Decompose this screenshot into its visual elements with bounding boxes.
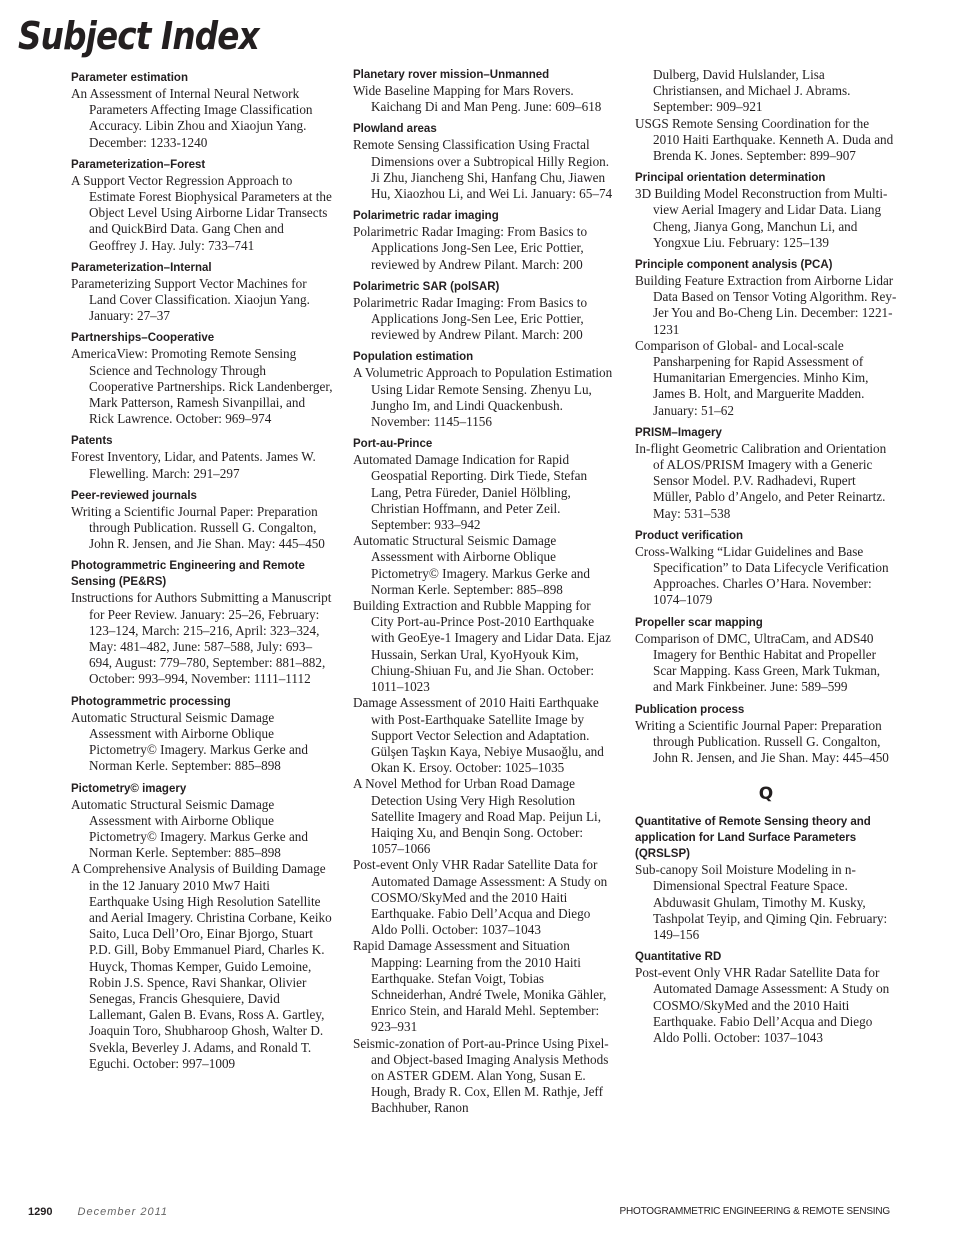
index-heading: Photogrammetric processing xyxy=(71,695,231,708)
page-title: Subject Index xyxy=(18,14,259,58)
index-section xyxy=(353,436,615,1116)
index-section xyxy=(71,781,333,1072)
index-section xyxy=(71,70,333,151)
index-entry: In-flight Geometric Calibration and Orientation of ALOS/PRISM Imagery with a Generic Sensor Model. P.V. Radhadevi, Rupert Müller, Pablo d’Angelo, and Peter Reinartz. May: 531–538 xyxy=(635,440,887,521)
index-heading: Patents xyxy=(71,435,113,448)
index-heading: Principal orientation determination xyxy=(635,172,826,185)
index-heading: Photogrammetric Engineering and Remote Sensing (PE&RS) xyxy=(71,560,305,589)
index-heading: Port-au-Prince xyxy=(353,438,433,451)
index-entry: Comparison of DMC, UltraCam, and ADS40 Imagery for Benthic Habitat and Propeller Scar Mapping. Kass Green, Mark Tukman, and Mark Finkbeiner. June: 589–599 xyxy=(635,630,881,695)
index-entry: Automatic Structural Seismic Damage Assessment with Airborne Oblique Pictometry© Imagery. Markus Gerke and Norman Kerle. September: 885–898 xyxy=(71,709,308,774)
index-column-3 xyxy=(635,67,897,1052)
index-heading: Pictometry© imagery xyxy=(71,782,187,795)
index-entry: Instructions for Authors Submitting a Manuscript for Peer Review. January: 25–26, February: 123–124, March: 215–216, April: 323–324, May: 481–482, June: 587–588, July: 693–694, August: 779–780, September: 881–882, October: 993–994, November: 1111–1112 xyxy=(71,590,332,687)
index-entry: A Comprehensive Analysis of Building Damage in the 12 January 2010 Mw7 Haiti Earthquake Using High Resolution Satellite and Aerial Imagery. Christina Corbane, Keiko Saito, Luca Dell’Oro, Einar Bjorgo, Stuart P.D. Gill, Boby Emmanuel Piard, Charles K. Huyck, Thomas Kemper, Guido Lemoine, Robin J.S. Spence, Ravi Shankar, Olivier Senegas, Francis Ghesquiere, David Lallemant, Galen B. Evans, Ross A. Gartley, Joaquin Toro, Shubharoop Ghosh, Walter D. Svekla, Beverley J. Adams, and Ronald T. Eguchi. October: 997–1009 xyxy=(71,861,332,1071)
index-entry: Building Extraction and Rubble Mapping for City Port-au-Prince Post-2010 Earthquake with GeoEye-1 Imagery and Lidar Data. Ejaz Hussain, Serkan Ural, KyoHyouk Kim, Chiung-Shiuan Fu, and Jie Shan. October: 1011–1023 xyxy=(353,598,611,695)
index-entry: A Support Vector Regression Approach to Estimate Forest Biophysical Parameters at the Object Level Using Airborne Lidar Transects and QuickBird Data. Gang Chen and Geoffrey J. Hay. July: 733–741 xyxy=(71,172,332,253)
index-entry: 3D Building Model Reconstruction from Multi-view Aerial Imagery and Lidar Data. Liang Cheng, Jianya Gong, Manchun Li, and Yongxue Liu. February: 125–139 xyxy=(635,186,888,250)
index-section xyxy=(353,279,615,344)
index-entry: Automated Damage Indication for Rapid Geospatial Reporting. Dirk Tiede, Stefan Lang, Petra Füreder, Daniel Hölbling, Christian Hoffmann, and Peter Zeil. September: 933–942 xyxy=(353,452,588,533)
page-number: 1290 xyxy=(28,1206,53,1218)
index-column-1 xyxy=(71,70,333,1078)
index-entry: A Volumetric Approach to Population Estimation Using Lidar Remote Sensing. Zhenyu Lu, Jungho Im, and Lindi Quackenbush. November: 1145–1156 xyxy=(353,365,613,430)
index-entry: USGS Remote Sensing Coordination for the 2010 Haiti Earthquake. Kenneth A. Duda and Brenda K. Jones. September: 899–907 xyxy=(635,115,894,164)
index-entry: Building Feature Extraction from Airborne Lidar Data Based on Tensor Voting Algorithm. Rey-Jer You and Bo-Cheng Lin. December: 1221-1231 xyxy=(635,273,897,337)
index-heading: Propeller scar mapping xyxy=(635,616,763,629)
index-section xyxy=(353,349,615,430)
journal-name: PHOTOGRAMMETRIC ENGINEERING & REMOTE SENSING xyxy=(619,1206,890,1217)
index-heading: Publication process xyxy=(635,703,745,716)
index-heading: Population estimation xyxy=(353,351,474,364)
index-entry: Post-event Only VHR Radar Satellite Data for Automated Damage Assessment: A Study on COSMO/SkyMed and the 2010 Haiti Earthquake. Fabio Dell’Acqua and Diego Aldo Polli. October: 1037–1043 xyxy=(635,965,890,1045)
index-entry: Post-event Only VHR Radar Satellite Data for Automated Damage Assessment: A Study on COSMO/SkyMed and the 2010 Haiti Earthquake. Fabio Dell’Acqua and Diego Aldo Polli. October: 1037–1043 xyxy=(353,857,608,938)
index-entry: A Novel Method for Urban Road Damage Detection Using Very High Resolution Satellite Imagery and Road Map. Peijun Li, Haiqing Xu, and Benqin Song. October: 1057–1066 xyxy=(353,776,601,857)
index-heading: Parameterization–Internal xyxy=(71,261,212,274)
index-heading: Polarimetric SAR (polSAR) xyxy=(353,280,500,293)
index-heading: Quantitative of Remote Sensing theory and application for Land Surface Parameters (QRSLSP) xyxy=(635,816,871,861)
index-entry: Forest Inventory, Lidar, and Patents. James W. Flewelling. March: 291–297 xyxy=(71,449,316,481)
index-entry: Damage Assessment of 2010 Haiti Earthquake with Post-Earthquake Satellite Image by Support Vector Selection and Adaptation. Gülşen Taşkın Kaya, Nebiye Musaoğlu, and Okan K. Ersoy. October: 1025–1035 xyxy=(353,695,604,776)
index-section xyxy=(353,208,615,273)
issue-date: December 2011 xyxy=(77,1206,168,1218)
index-entry: Remote Sensing Classification Using Fractal Dimensions over a Subtropical Hilly Region. Ji Zhu, Jiancheng Shi, Hanfang Chu, Jiawen Hu, Xiaozhou Li, and Wei Li. January: 65–74 xyxy=(353,137,613,202)
index-entry: Automatic Structural Seismic Damage Assessment with Airborne Oblique Pictometry© Imagery. Markus Gerke and Norman Kerle. September: 885–898 xyxy=(353,533,590,597)
index-entry: Writing a Scientific Journal Paper: Preparation through Publication. Russell G. Congalton, John R. Jensen, and Jie Shan. May: 445–450 xyxy=(71,503,325,552)
index-section xyxy=(71,433,333,481)
index-heading: Polarimetric radar imaging xyxy=(353,210,499,223)
index-section xyxy=(635,702,897,767)
index-heading: PRISM–Imagery xyxy=(635,426,722,439)
index-entry: Polarimetric Radar Imaging: From Basics to Applications Jong-Sen Lee, Eric Pottier, reviewed by Andrew Pilant. March: 200 xyxy=(353,224,588,272)
index-column-2 xyxy=(353,67,615,1123)
index-entry: Sub-canopy Soil Moisture Modeling in n-Dimensional Spectral Feature Space. Abduwasit Ghulam, Timothy M. Kusky, Tashpolat Teyip, and Qiming Qin. February: 149–156 xyxy=(635,862,888,942)
index-heading: Planetary rover mission–Unmanned xyxy=(353,69,550,81)
index-section xyxy=(635,615,897,696)
index-section xyxy=(71,694,333,775)
index-section xyxy=(635,528,897,609)
index-section xyxy=(71,558,333,687)
index-entry: Polarimetric Radar Imaging: From Basics to Applications Jong-Sen Lee, Eric Pottier, reviewed by Andrew Pilant. March: 200 xyxy=(353,294,588,343)
index-section xyxy=(71,260,333,325)
index-entry: Writing a Scientific Journal Paper: Preparation through Publication. Russell G. Congalton, John R. Jensen, and Jie Shan. May: 445–450 xyxy=(635,717,889,765)
index-section xyxy=(635,257,897,419)
index-section xyxy=(635,67,897,164)
index-section xyxy=(353,121,615,202)
index-heading: Peer-reviewed journals xyxy=(71,489,197,502)
index-section xyxy=(71,488,333,553)
index-entry: Comparison of Global- and Local-scale Pansharpening for Rapid Assessment of Humanitarian Emergencies. Minho Kim, James B. Holt, and Marguerite Madden. January: 51–62 xyxy=(635,337,869,418)
index-entry: Wide Baseline Mapping for Mars Rovers. Kaichang Di and Man Peng. June: 609–618 xyxy=(353,83,602,115)
index-heading: Parameter estimation xyxy=(71,72,188,84)
page-footer xyxy=(28,1206,890,1218)
index-section xyxy=(635,814,897,943)
index-entry: An Assessment of Internal Neural Network Parameters Affecting Image Classification Accuracy. Libin Zhou and Xiaojun Yang. December: 1233-1240 xyxy=(71,86,313,150)
index-section xyxy=(635,425,897,522)
index-section xyxy=(71,157,333,254)
index-heading: Principle component analysis (PCA) xyxy=(635,259,833,272)
index-entry: AmericaView: Promoting Remote Sensing Science and Technology Through Cooperative Partnerships. Rick Landenberger, Mark Patterson, Ramesh Sivanpillai, and Rick Lawrence. October: 969–974 xyxy=(71,346,333,427)
index-section xyxy=(353,67,615,115)
index-heading: Plowland areas xyxy=(353,123,437,136)
index-entry: Seismic-zonation of Port-au-Prince Using Pixel- and Object-based Imaging Analysis Methods on ASTER GDEM. Alan Yong, Susan E. Hough, Brady R. Cox, Ellen M. Rathje, Jeff Bachhuber, Ranon xyxy=(353,1035,609,1116)
index-entry: Cross-Walking “Lidar Guidelines and Base Specification” to Data Lifecycle Verification Approaches. Charles O’Hara. November: 1074–1079 xyxy=(635,543,889,608)
index-entry: Rapid Damage Assessment and Situation Mapping: Learning from the 2010 Haiti Earthquake. Stefan Voigt, Tobias Schneiderhan, André Twele, Monika Gähler, Enrico Stein, and Harald Mehl. September: 923–931 xyxy=(353,938,607,1035)
index-heading: Parameterization–Forest xyxy=(71,158,206,171)
index-entry: Parameterizing Support Vector Machines for Land Cover Classification. Xiaojun Yang. January: 27–37 xyxy=(71,275,310,324)
index-entry: Automatic Structural Seismic Damage Assessment with Airborne Oblique Pictometry© Imagery. Markus Gerke and Norman Kerle. September: 885–898 xyxy=(71,796,308,861)
index-section xyxy=(635,170,897,251)
index-heading: Partnerships–Cooperative xyxy=(71,332,215,345)
index-heading: Quantitative RD xyxy=(635,951,722,964)
index-section xyxy=(635,949,897,1046)
index-section xyxy=(71,330,333,427)
index-entry: Dulberg, David Hulslander, Lisa Christiansen, and Michael J. Abrams. September: 909–921 xyxy=(653,67,851,115)
index-heading: Product verification xyxy=(635,529,743,542)
section-letter: Q xyxy=(758,784,774,805)
